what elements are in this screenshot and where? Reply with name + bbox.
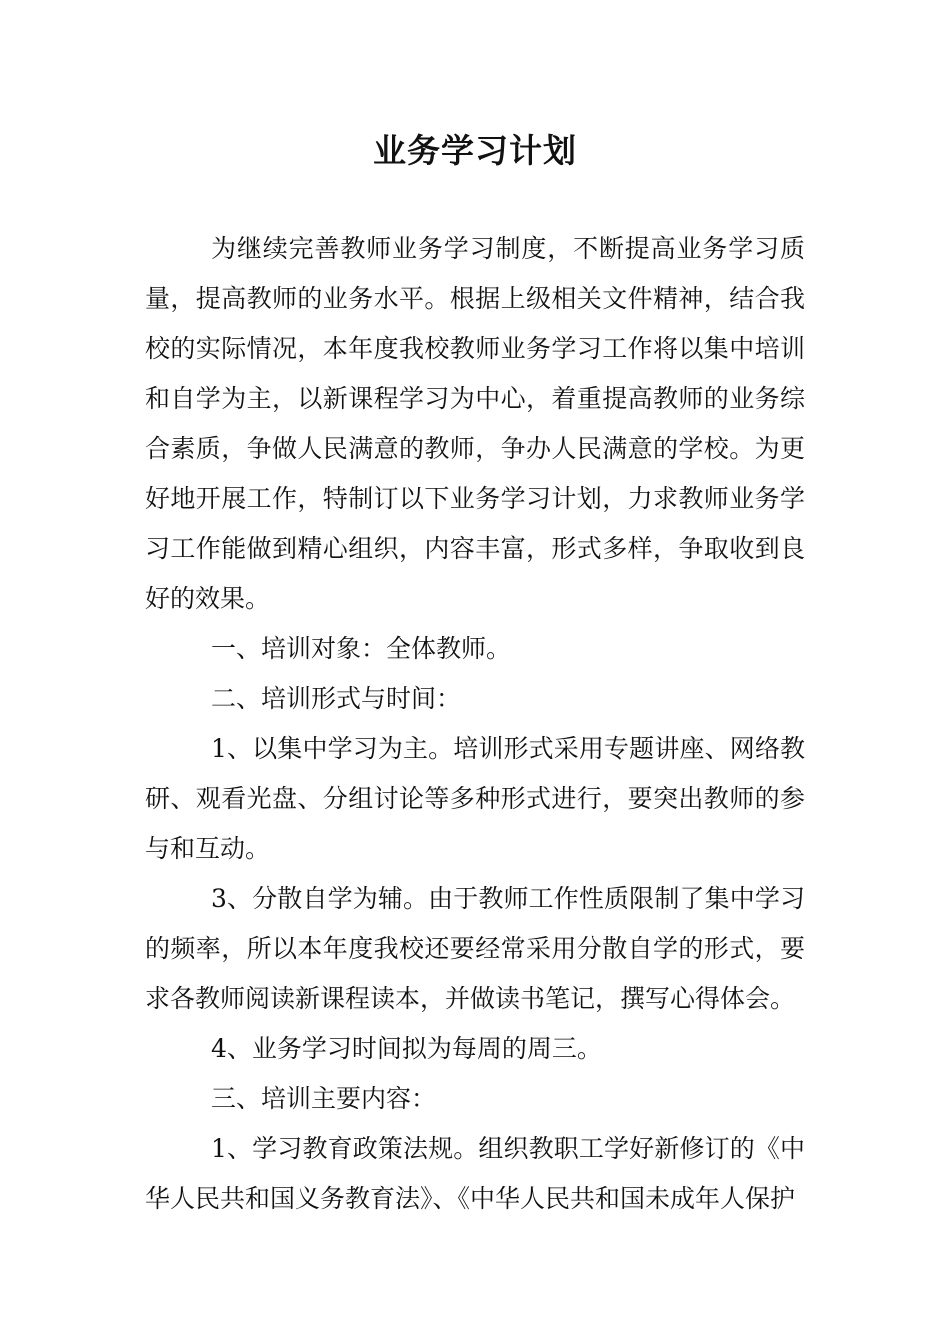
item-policy-study: 1、学习教育政策法规。组织教职工学好新修订的《中华人民共和国义务教育法》、《中华人民共和国未成年人保护 xyxy=(145,1134,805,1213)
document-body xyxy=(145,224,805,1224)
item-study-time: 4、业务学习时间拟为每周的周三。 xyxy=(211,1034,602,1063)
item-centralized-study: 1、以集中学习为主。培训形式采用专题讲座、网络教研、观看光盘、分组讨论等多种形式进行，要突出教师的参与和互动。 xyxy=(145,734,805,863)
document-title: 业务学习计划 xyxy=(373,131,577,170)
intro-paragraph: 为继续完善教师业务学习制度，不断提高业务学习质量，提高教师的业务水平。根据上级相关文件精神，结合我校的实际情况，本年度我校教师业务学习工作将以集中培训和自学为主，以新课程学习为中心，着重提高教师的业务综合素质，争做人民满意的教师，争办人民满意的学校。为更好地开展工作，特制订以下业务学习计划，力求教师业务学习工作能做到精心组织，内容丰富，形式多样，争取收到良好的效果。 xyxy=(145,234,805,613)
item-self-study: 3、分散自学为辅。由于教师工作性质限制了集中学习的频率，所以本年度我校还要经常采用分散自学的形式，要求各教师阅读新课程读本，并做读书笔记，撰写心得体会。 xyxy=(145,884,805,1013)
section-training-content-heading: 三、培训主要内容： xyxy=(211,1084,437,1113)
section-training-form-heading: 二、培训形式与时间： xyxy=(211,684,462,713)
section-training-target: 一、培训对象：全体教师。 xyxy=(211,634,512,663)
